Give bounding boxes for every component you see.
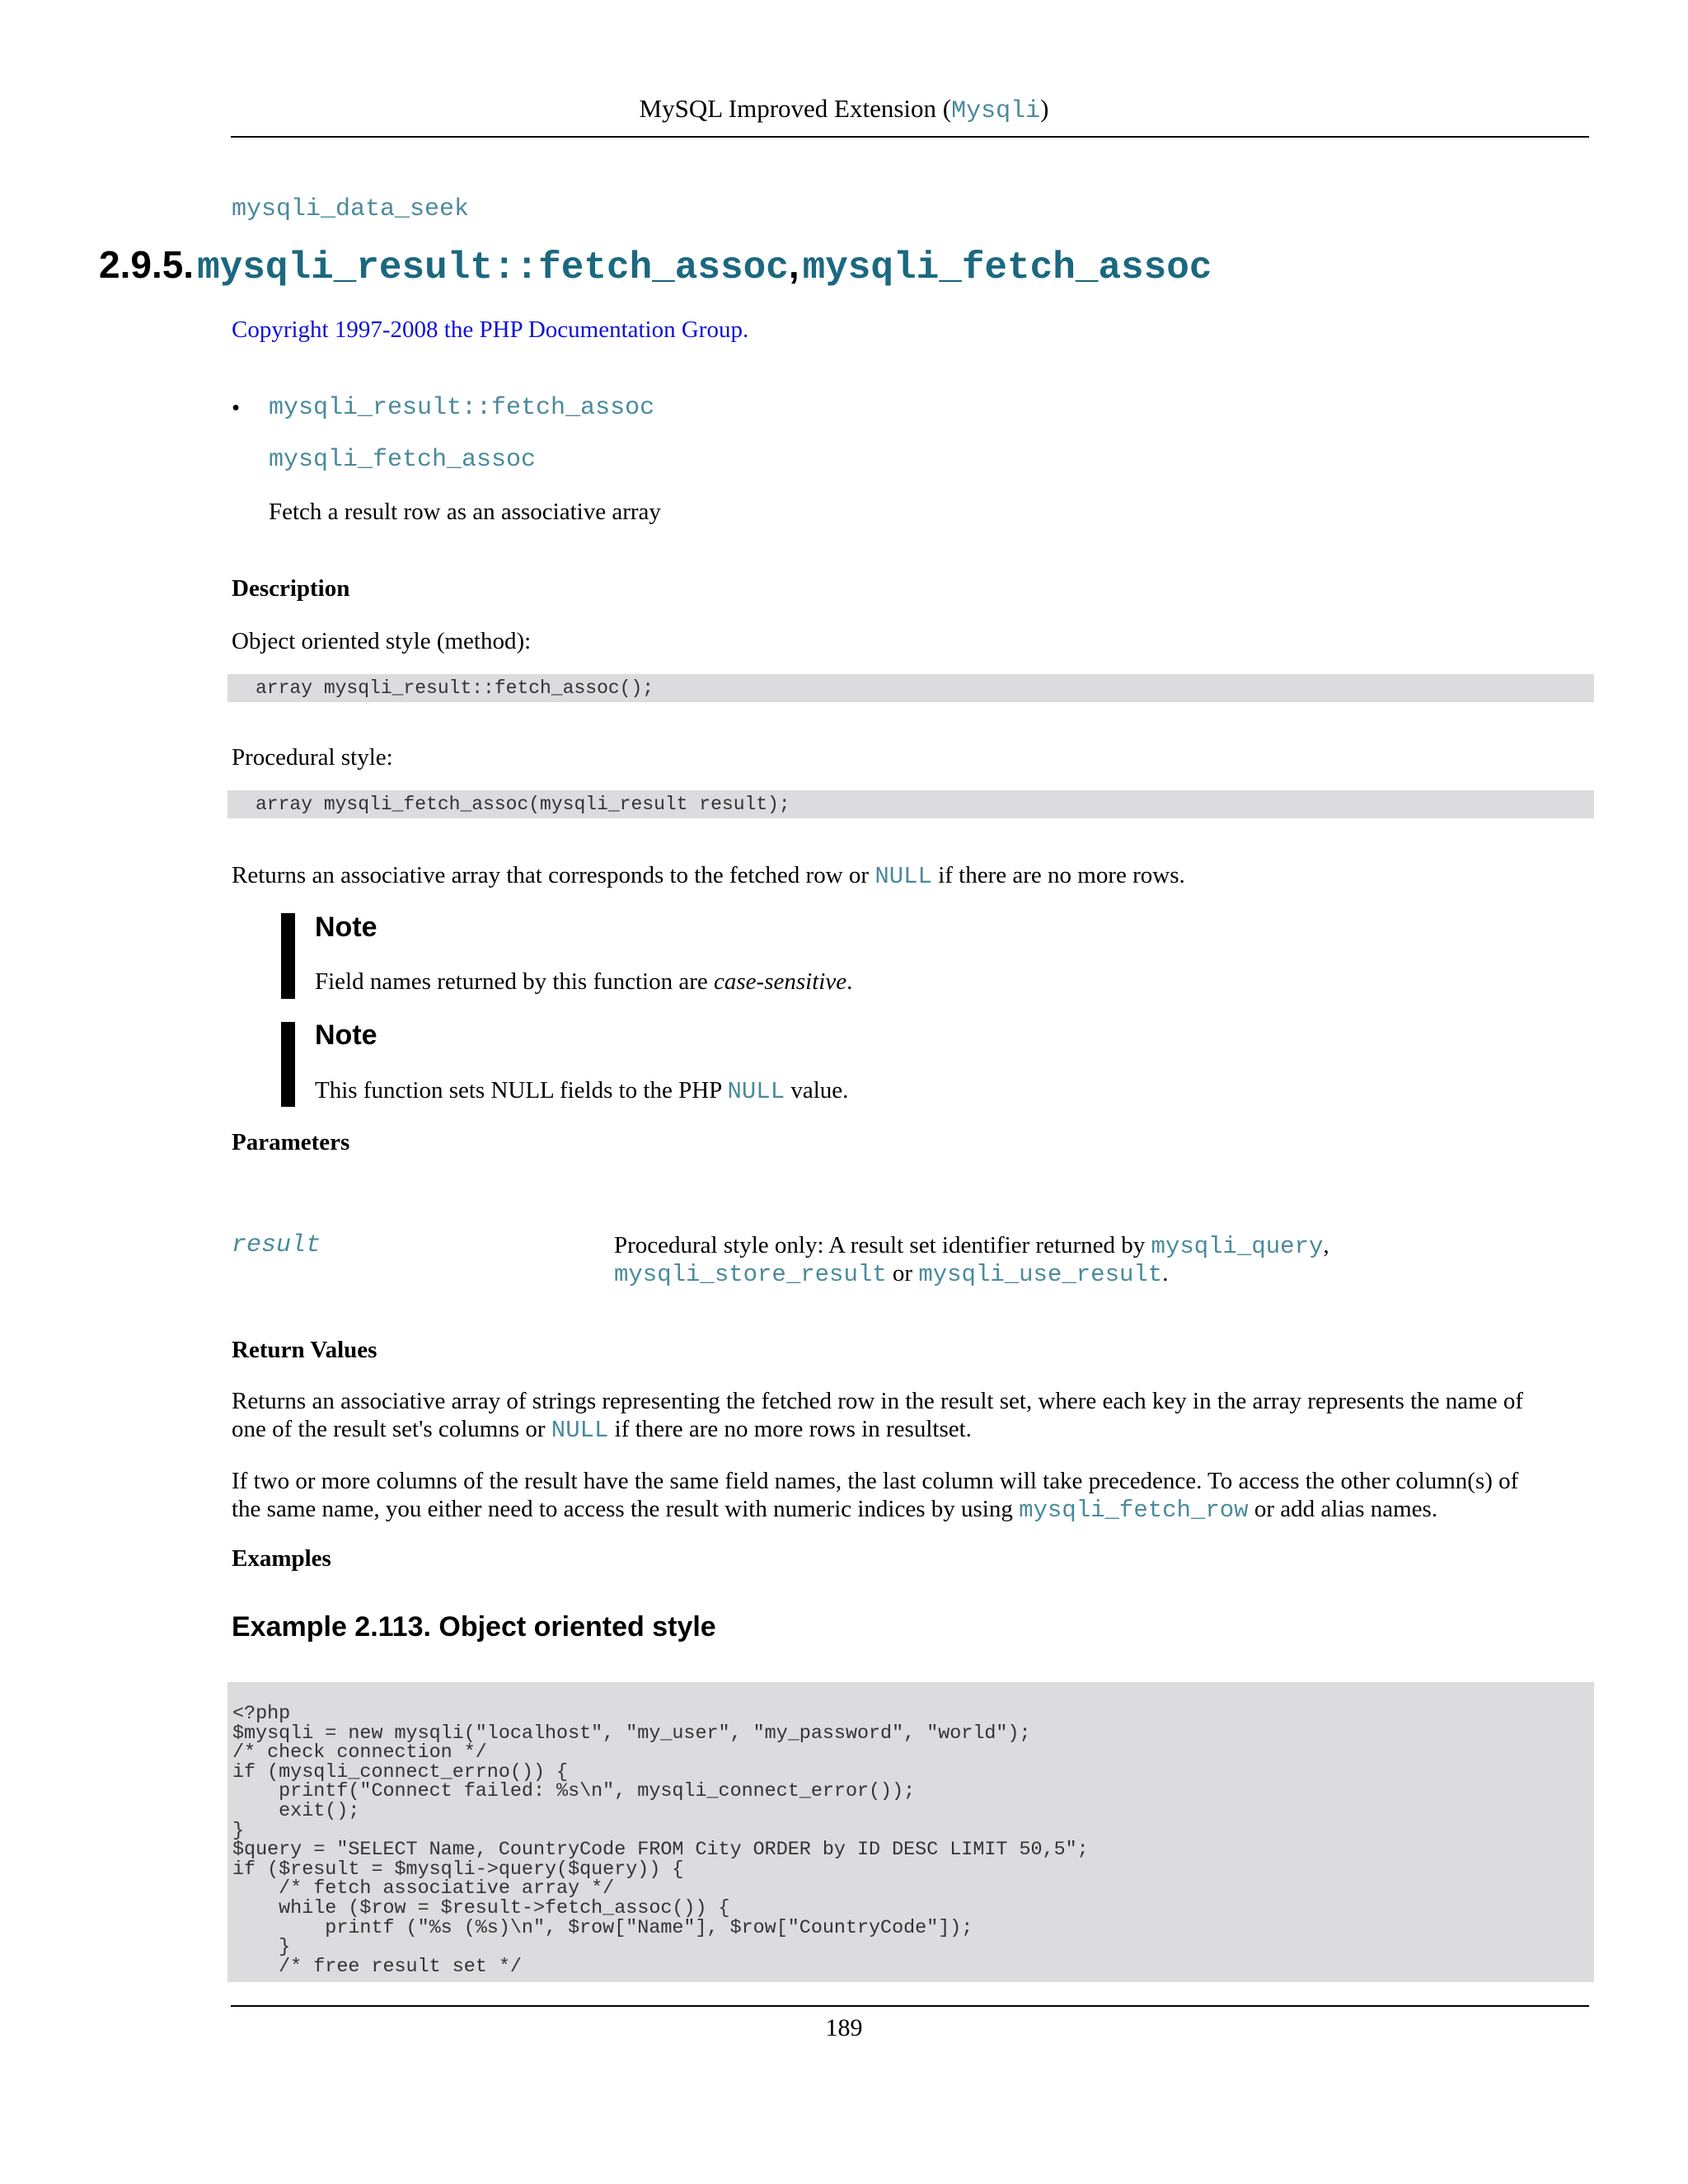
note-text-1-main: Field names returned by this function are (315, 968, 708, 995)
note-heading-1: Note (315, 912, 377, 943)
header-title: MySQL Improved Extension ( (639, 94, 952, 123)
parameter-desc-text: Procedural style only: A result set identifier returned by (614, 1232, 1146, 1258)
code-line: /* free result set */ (232, 1956, 522, 1978)
code-line: $mysqli = new mysqli("localhost", "my_user", "my_password", "world"); (232, 1722, 1031, 1745)
code-line: exit(); (232, 1800, 360, 1822)
parameter-desc-line2 (614, 1259, 1168, 1289)
parameters-heading: Parameters (232, 1129, 350, 1155)
ref-purpose: Fetch a result row as an associative array (269, 499, 661, 525)
section-title-separator: , (788, 243, 799, 286)
mysqli-fetch-row-link[interactable]: mysqli_fetch_row (1019, 1497, 1249, 1524)
code-line: while ($row = $result->fetch_assoc()) { (232, 1897, 730, 1919)
code-line: printf("Connect failed: %s\n", mysqli_connect_error()); (232, 1781, 916, 1803)
returns-summary-tail: if there are no more rows. (938, 862, 1185, 888)
running-header (0, 94, 1688, 125)
returns-summary (232, 861, 1185, 891)
parameter-desc-line1 (614, 1231, 1329, 1261)
null-constant-link[interactable]: NULL (874, 863, 932, 890)
note-text-1-end: . (846, 968, 853, 995)
ref-name-proc[interactable]: mysqli_fetch_assoc (269, 446, 537, 474)
example-code-block (227, 1682, 1594, 1982)
note-null-link[interactable]: NULL (727, 1078, 785, 1105)
code-line: if ($result = $mysqli->query($query)) { (232, 1858, 684, 1881)
header-rule (231, 136, 1589, 138)
section-number: 2.9.5. (99, 243, 195, 286)
header-title-suffix: ) (1040, 94, 1049, 123)
ref-name-oo[interactable]: mysqli_result::fetch_assoc (269, 394, 655, 422)
note-text-2 (315, 1076, 848, 1106)
parameter-desc-period: . (1162, 1260, 1169, 1286)
example-title: Example 2.113. Object oriented style (232, 1611, 716, 1643)
note-heading-2: Note (315, 1019, 377, 1051)
parameter-name-result: result (232, 1231, 321, 1259)
return-values-p1-line2 (232, 1415, 972, 1445)
code-line: /* check connection */ (232, 1742, 487, 1765)
return-values-p2-text: the same name, you either need to access the result with numeric indices by using (232, 1496, 1013, 1522)
return-values-p1-tail: if there are no more rows in resultset. (614, 1416, 972, 1442)
mysqli-store-result-link[interactable]: mysqli_store_result (614, 1261, 887, 1288)
parameter-desc-comma: , (1323, 1232, 1329, 1258)
section-title-proc[interactable]: mysqli_fetch_assoc (802, 246, 1212, 289)
description-heading: Description (232, 575, 350, 602)
return-values-p2-line2 (232, 1495, 1437, 1525)
bullet: • (232, 395, 241, 421)
code-line: printf ("%s (%s)\n", $row["Name"], $row["CountryCode"]); (232, 1917, 973, 1939)
copyright-link[interactable]: Copyright 1997-2008 the PHP Documentation Group. (232, 316, 749, 343)
oo-style-label: Object oriented style (method): (232, 628, 532, 654)
note-bar-1 (281, 913, 295, 999)
code-line: $query = "SELECT Name, CountryCode FROM City ORDER by ID DESC LIMIT 50,5"; (232, 1840, 1089, 1862)
mysqli-query-link[interactable]: mysqli_query (1151, 1233, 1324, 1260)
returns-summary-text: Returns an associative array that corresponds to the fetched row or (232, 862, 870, 888)
return-values-p2-tail: or add alias names. (1254, 1496, 1438, 1522)
note-text-1 (315, 968, 852, 996)
footer-rule (231, 2005, 1589, 2007)
note-text-2-main: This function sets NULL fields to the PHP (315, 1077, 722, 1104)
mysqli-use-result-link[interactable]: mysqli_use_result (918, 1261, 1163, 1288)
return-values-p1-text: one of the result set's columns or (232, 1416, 546, 1442)
oo-signature-text: array mysqli_result::fetch_assoc(); (256, 677, 654, 699)
prev-entry-link[interactable]: mysqli_data_seek (232, 195, 470, 223)
note-text-2-end: value. (790, 1077, 849, 1104)
note-text-1-emphasis: case-sensitive (714, 968, 847, 995)
code-line: } (232, 1820, 245, 1842)
code-lines (232, 1705, 1594, 1977)
code-line: } (232, 1937, 291, 1959)
code-line: <?php (232, 1704, 291, 1725)
header-mysqli-link[interactable]: Mysqli (951, 97, 1041, 125)
oo-signature (227, 674, 1594, 702)
section-heading (99, 242, 1212, 289)
note-bar-2 (281, 1022, 295, 1107)
section-title-oo[interactable]: mysqli_result::fetch_assoc (197, 246, 789, 289)
page-number: 189 (825, 2014, 863, 2041)
return-values-heading: Return Values (232, 1337, 377, 1363)
code-line: /* fetch associative array */ (232, 1878, 615, 1900)
procedural-signature (227, 790, 1594, 818)
return-null-link[interactable]: NULL (551, 1417, 609, 1444)
procedural-style-label: Procedural style: (232, 744, 393, 771)
examples-heading: Examples (232, 1545, 331, 1572)
procedural-signature-text: array mysqli_fetch_assoc(mysqli_result result); (256, 794, 790, 815)
return-values-p1-line1: Returns an associative array of strings representing the fetched row in the result set, where each key in the array represents the name of (232, 1388, 1524, 1414)
parameter-desc-or: or (892, 1260, 913, 1286)
code-line: if (mysqli_connect_errno()) { (232, 1761, 569, 1783)
return-values-p2-line1: If two or more columns of the result have the same field names, the last column will take precedence. To access the other column(s) of (232, 1468, 1519, 1494)
